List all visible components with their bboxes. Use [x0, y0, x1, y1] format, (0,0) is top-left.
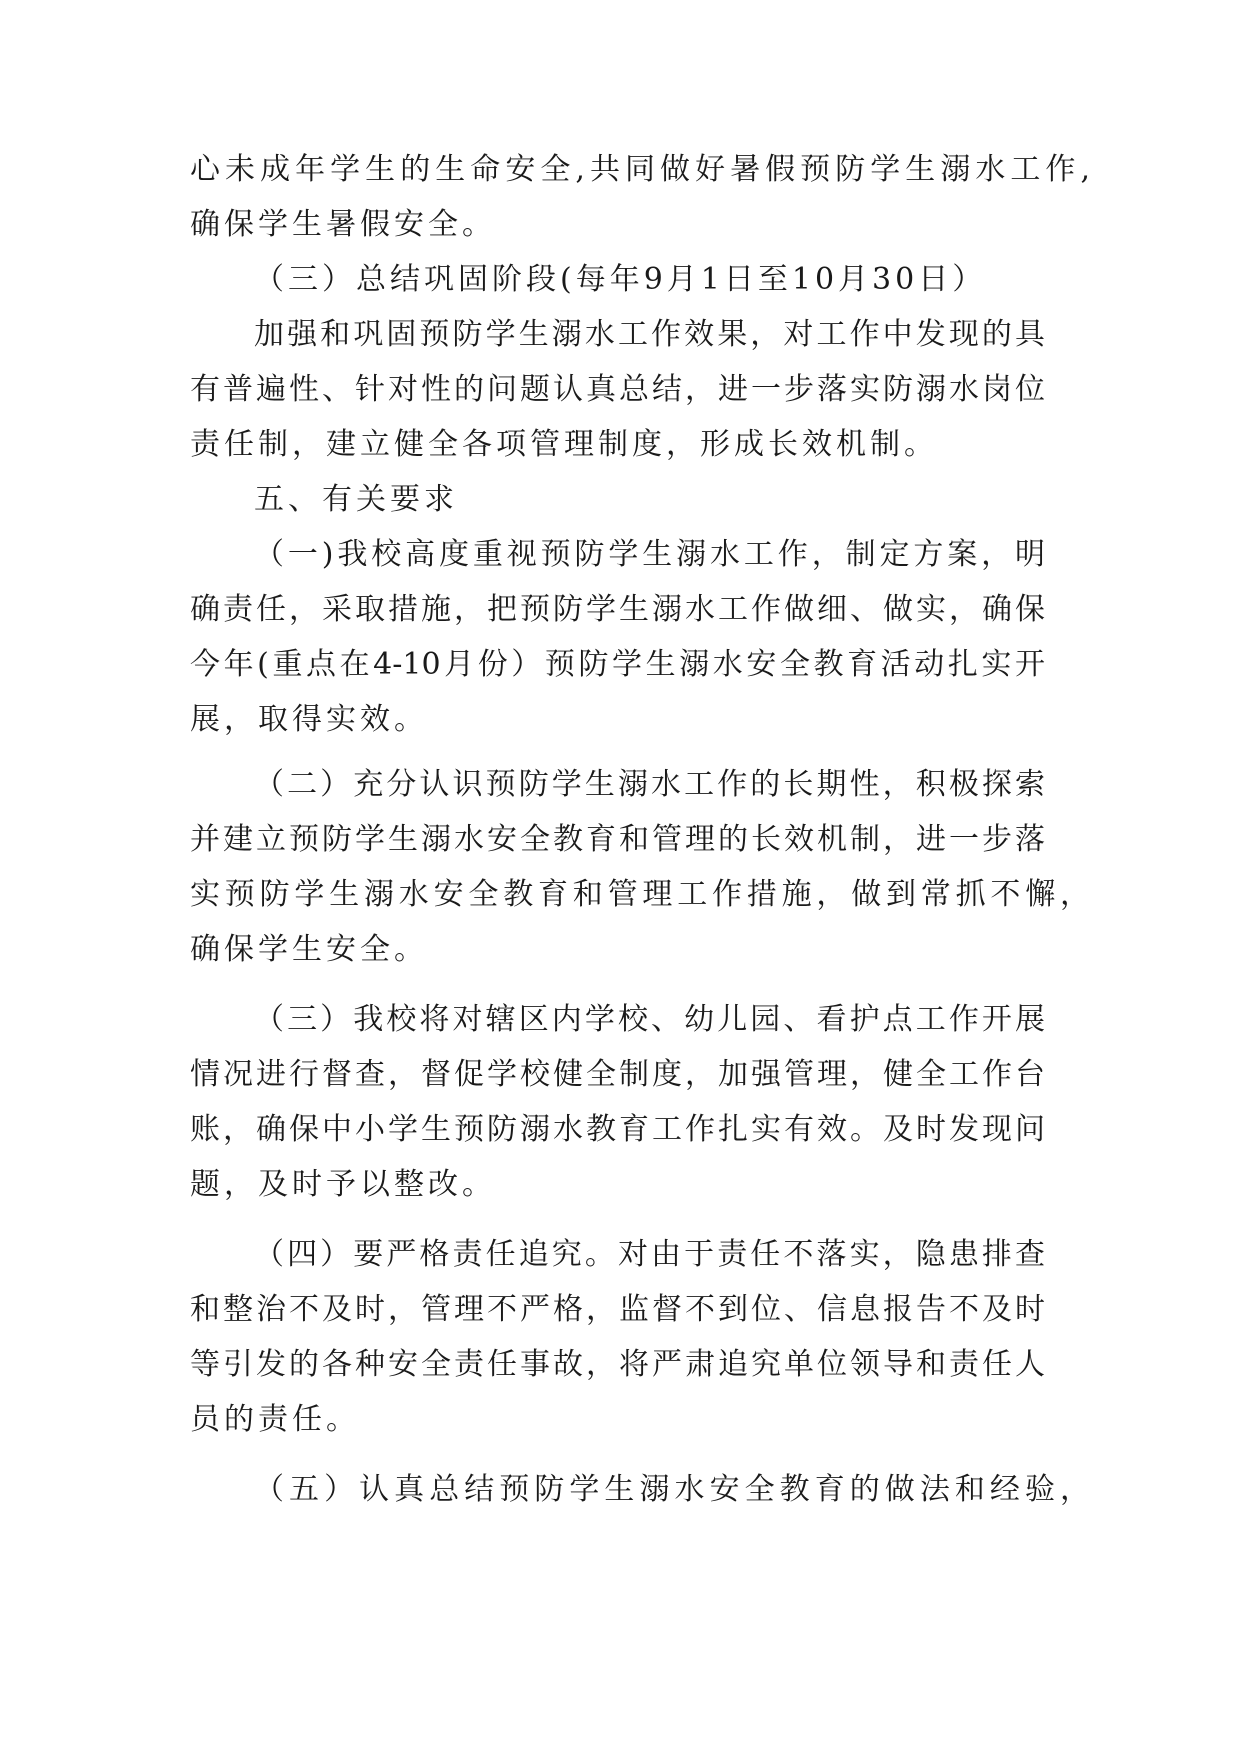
section-heading-summary-phase: （三）总结巩固阶段(每年9月1日至10月30日）	[254, 262, 987, 297]
text-line-6: 责任制，建立健全各项管理制度，形成长效机制。	[190, 427, 938, 462]
text-line-23: 员的责任。	[190, 1402, 360, 1437]
section-heading-requirements: 五、有关要求	[254, 482, 458, 517]
text-line-12: （二）充分认识预防学生溺水工作的长期性，积极探索	[254, 767, 1045, 802]
text-line-8: （一)我校高度重视预防学生溺水工作，制定方案，明	[254, 537, 1045, 572]
text-line-2: 确保学生暑假安全。	[190, 207, 496, 242]
text-line-5: 有普遍性、针对性的问题认真总结，进一步落实防溺水岗位	[190, 372, 1045, 407]
text-line-22: 等引发的各种安全责任事故，将严肃追究单位领导和责任人	[190, 1347, 1045, 1382]
text-line-13: 并建立预防学生溺水安全教育和管理的长效机制，进一步落	[190, 822, 1045, 857]
text-line-4: 加强和巩固预防学生溺水工作效果，对工作中发现的具	[254, 317, 1045, 352]
text-line-15: 确保学生安全。	[190, 932, 428, 967]
text-line-9: 确责任，采取措施，把预防学生溺水工作做细、做实，确保	[190, 592, 1045, 627]
text-line-19: 题，及时予以整改。	[190, 1167, 496, 1202]
text-line-21: 和整治不及时，管理不严格，监督不到位、信息报告不及时	[190, 1292, 1045, 1327]
text-line-1: 心未成年学生的生命安全,共同做好暑假预防学生溺水工作,	[190, 152, 1090, 187]
text-line-18: 账，确保中小学生预防溺水教育工作扎实有效。及时发现问	[190, 1112, 1045, 1147]
text-line-24: （五）认真总结预防学生溺水安全教育的做法和经验，	[254, 1472, 1090, 1507]
text-line-14: 实预防学生溺水安全教育和管理工作措施，做到常抓不懈，	[190, 877, 1090, 912]
text-line-16: （三）我校将对辖区内学校、幼儿园、看护点工作开展	[254, 1002, 1045, 1037]
text-line-11: 展，取得实效。	[190, 702, 428, 737]
text-line-17: 情况进行督查，督促学校健全制度，加强管理，健全工作台	[190, 1057, 1045, 1092]
text-line-10: 今年(重点在4-10月份）预防学生溺水安全教育活动扎实开	[190, 647, 1045, 682]
text-line-20: （四）要严格责任追究。对由于责任不落实，隐患排查	[254, 1237, 1045, 1272]
